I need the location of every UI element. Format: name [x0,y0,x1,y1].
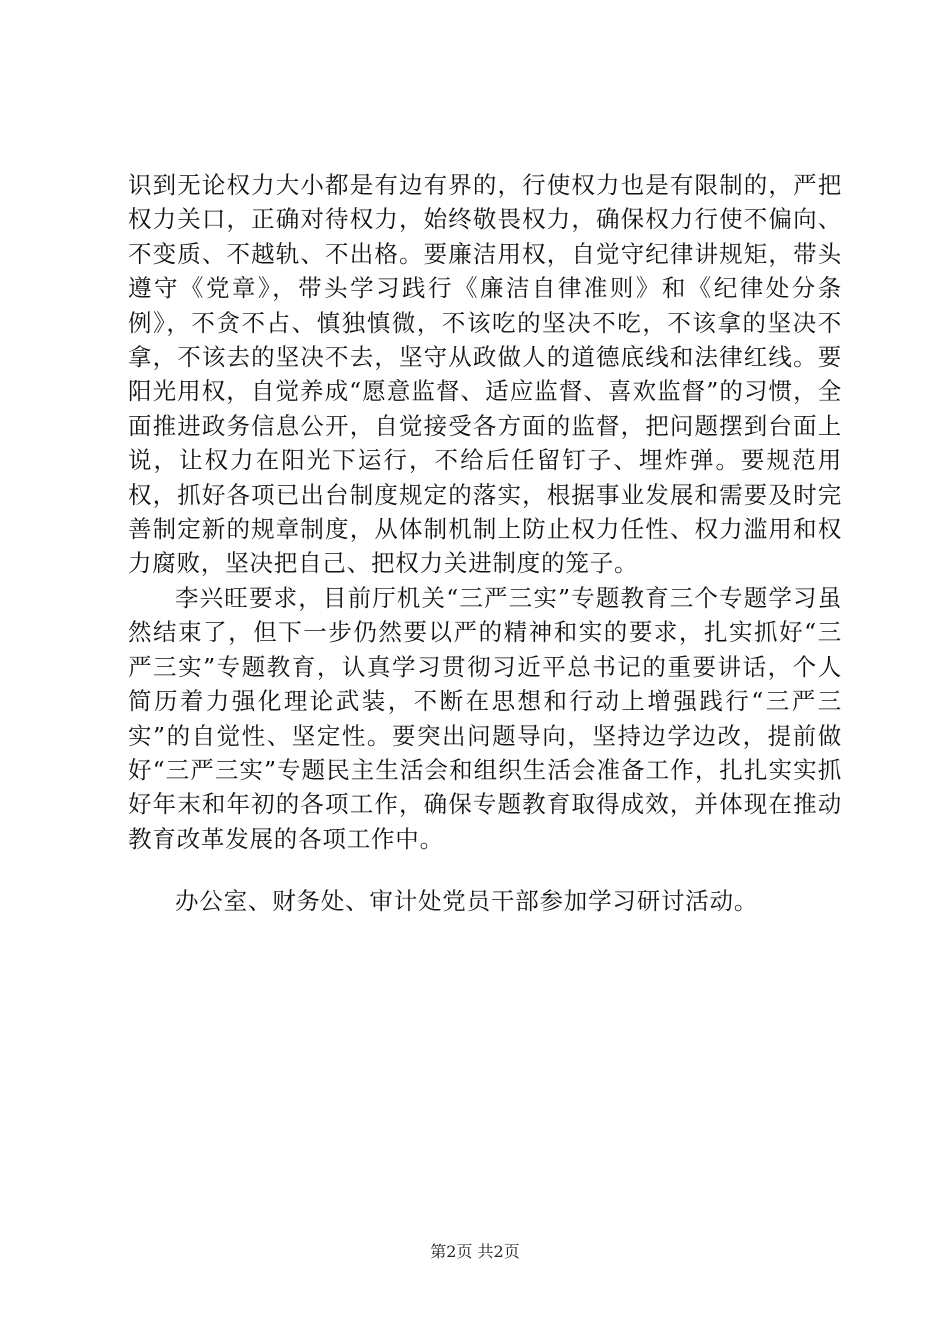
paragraph-requirements: 李兴旺要求，目前厅机关“三严三实”专题教育三个专题学习虽然结束了，但下一步仍然要以严的精神和实的要求，扎实抓好“三严三实”专题教育，认真学习贯彻习近平总书记的重要讲话，个人简历着力强化理论武装，不断在思想和行动上增强践行“三严三实”的自觉性、坚定性。要突出问题导向，坚持边学边改，提前做好“三严三实”专题民主生活会和组织生活会准备工作，扎扎实实抓好年末和年初的各项工作，确保专题教育取得成效，并体现在推动教育改革发展的各项工作中。 [128,583,842,853]
paragraph-participants: 办公室、财务处、审计处党员干部参加学习研讨活动。 [175,887,759,916]
paragraph-continuation: 识到无论权力大小都是有边有界的，行使权力也是有限制的，严把权力关口，正确对待权力，始终敬畏权力，确保权力行使不偏向、不变质、不越轨、不出格。要廉洁用权，自觉守纪律讲规矩，带头遵守《党章》，带头学习践行《廉洁自律准则》和《纪律处分条例》，不贪不占、慎独慎微，不该吃的坚决不吃，不该拿的坚决不拿，不该去的坚决不去，坚守从政做人的道德底线和法律红线。要阳光用权，自觉养成“愿意监督、适应监督、喜欢监督”的习惯，全面推进政务信息公开，自觉接受各方面的监督，把问题摆到台面上说，让权力在阳光下运行，不给后任留钉子、埋炸弹。要规范用权，抓好各项已出台制度规定的落实，根据事业发展和需要及时完善制定新的规章制度，从体制机制上防止权力任性、权力滥用和权力腐败，坚决把自己、把权力关进制度的笼子。 [128,171,842,578]
page-footer: 第2页 共2页 [430,1242,520,1261]
document-body [128,168,842,919]
